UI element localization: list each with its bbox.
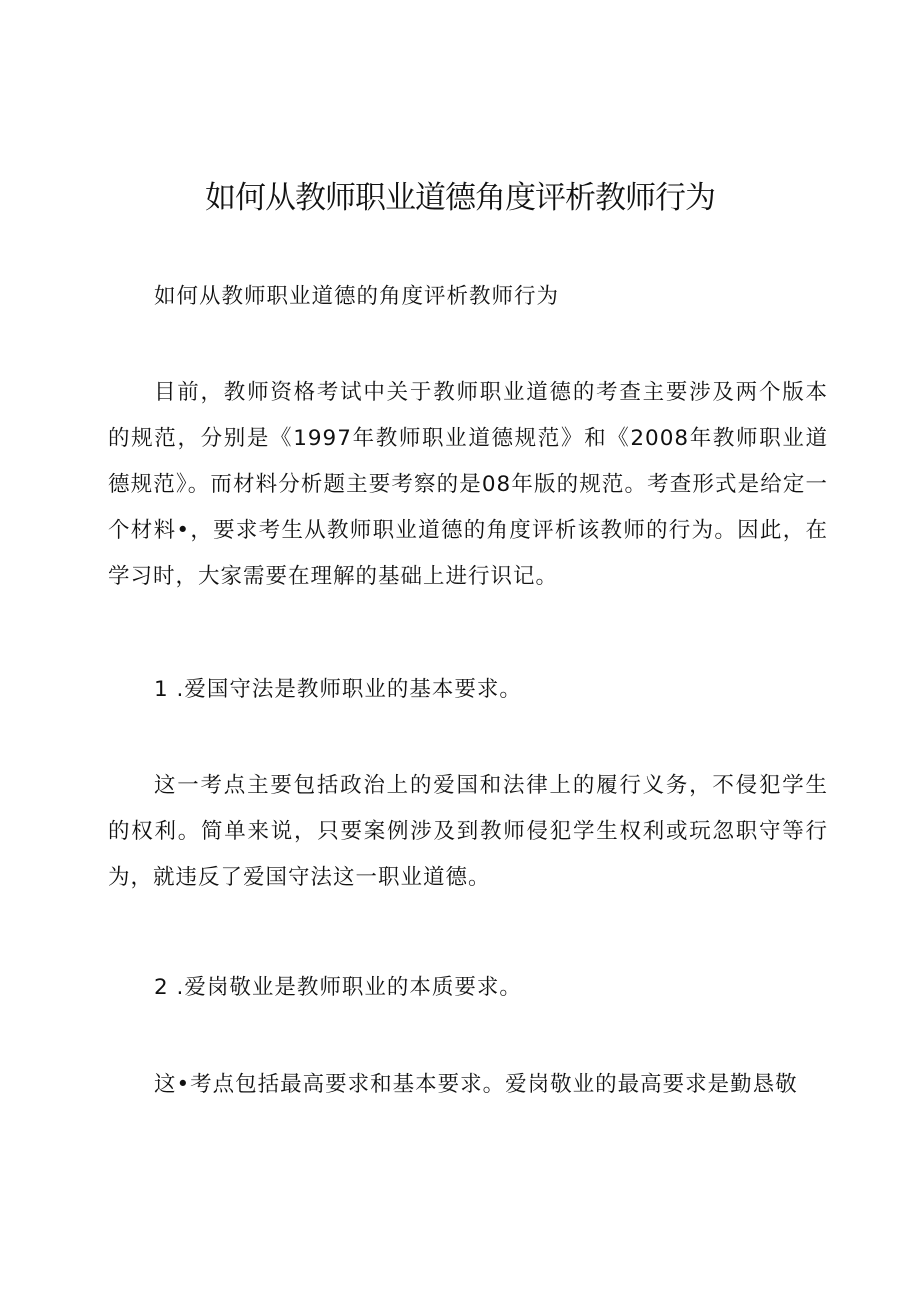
document-title: 如何从教师职业道德角度评析教师行为 bbox=[205, 180, 715, 216]
paragraph-intro: 目前，教师资格考试中关于教师职业道德的考查主要涉及两个版本的规范，分别是《1997年教师职业道德规范》和《2008年教师职业道德规范》。而材料分析题主要考察的是08年版的规范。考查形式是给定一个材料•，要求考生从教师职业道德的角度评析该教师的行为。因此，在学习时，大家需要在理解的基础上进行识记。 bbox=[108, 380, 828, 589]
paragraph-point-1: 这一考点主要包括政治上的爱国和法律上的履行义务，不侵犯学生的权利。简单来说，只要案例涉及到教师侵犯学生权利或玩忽职守等行为，就违反了爱国守法这一职业道德。 bbox=[108, 773, 828, 890]
heading-point-2: 2 .爱岗敬业是教师职业的本质要求。 bbox=[154, 975, 522, 1000]
paragraph-point-2: 这•考点包括最高要求和基本要求。爱岗敬业的最高要求是勤恳敬 bbox=[154, 1072, 798, 1097]
document-subtitle: 如何从教师职业道德的角度评析教师行为 bbox=[154, 284, 560, 309]
heading-point-1: 1 .爱国守法是教师职业的基本要求。 bbox=[154, 677, 522, 702]
